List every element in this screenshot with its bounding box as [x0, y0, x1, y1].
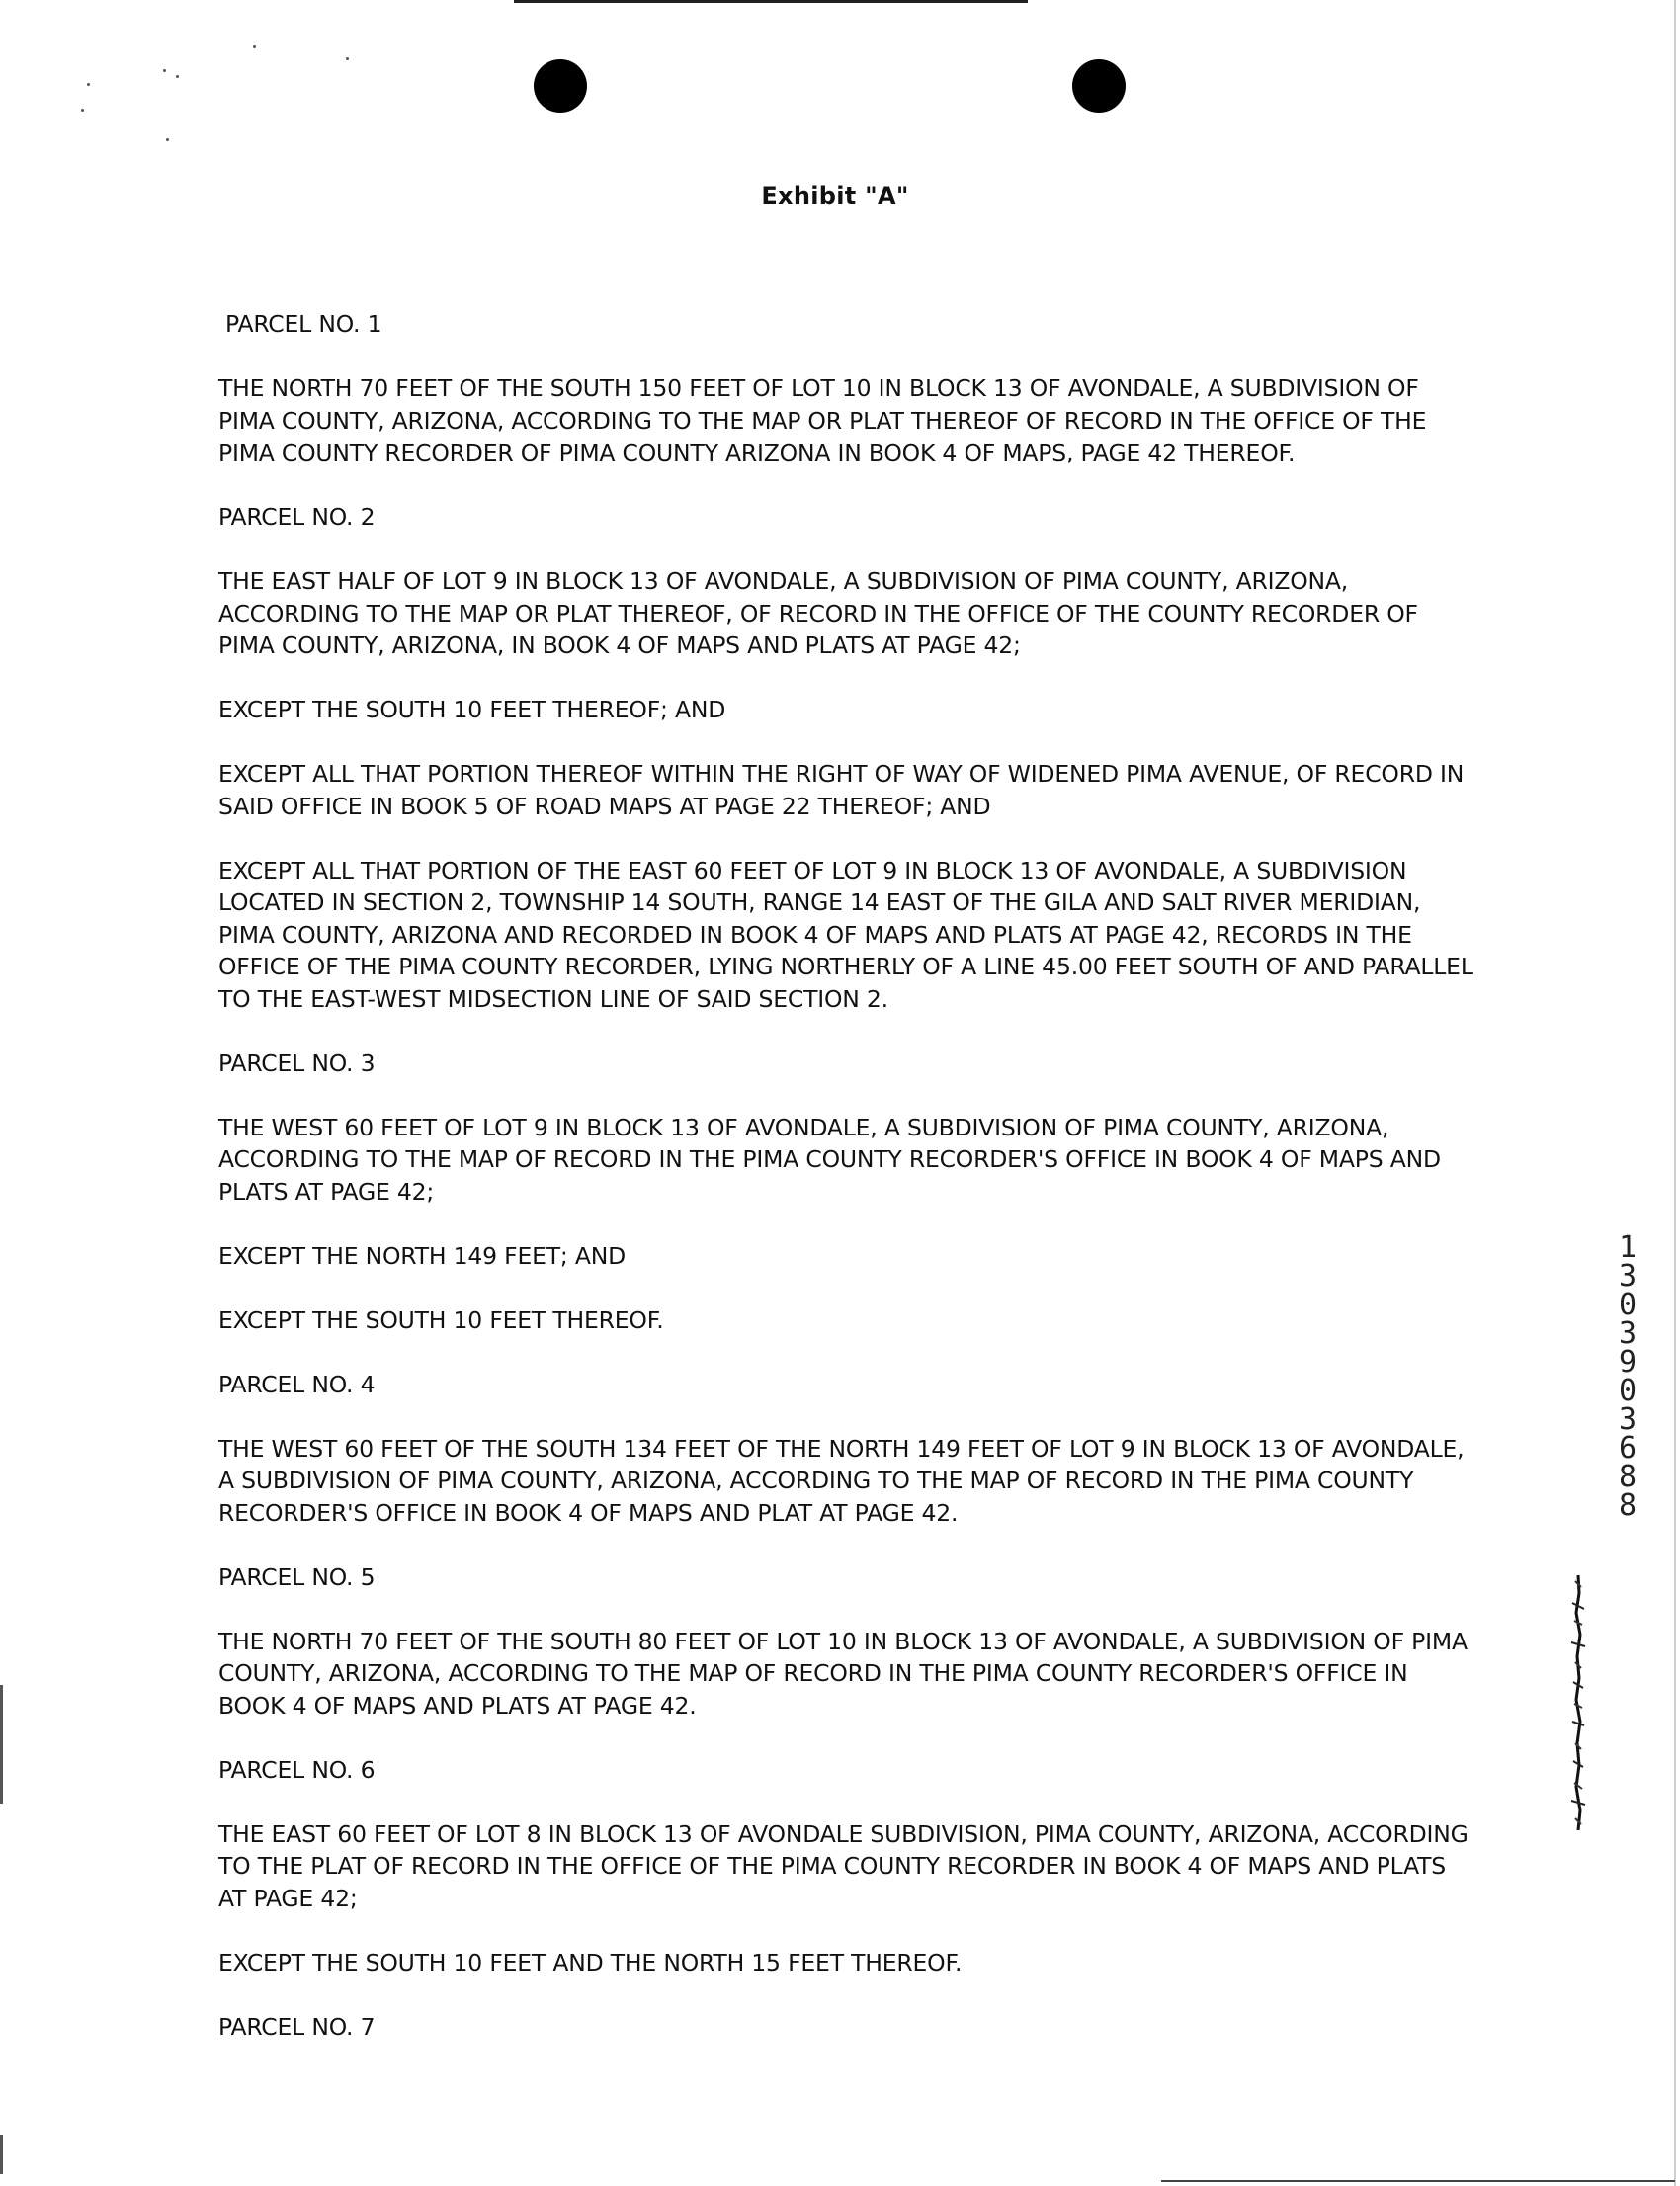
- recording-digit: 3: [1618, 1402, 1638, 1437]
- exception-paragraph: EXCEPT THE SOUTH 10 FEET THEREOF; AND: [218, 696, 726, 723]
- parcel-heading: PARCEL NO. 6: [218, 1755, 376, 1784]
- document-body: [218, 308, 1473, 2075]
- punch-hole-right: [1072, 59, 1126, 113]
- parcel-heading: PARCEL NO. 1: [225, 310, 382, 338]
- recording-digit: 3: [1618, 1259, 1638, 1294]
- parcel-heading: PARCEL NO. 5: [218, 1562, 376, 1591]
- scan-artifact-left-edge: [0, 1685, 3, 1804]
- recording-digit: 6: [1618, 1431, 1638, 1466]
- legal-description-paragraph: THE NORTH 70 FEET OF THE SOUTH 150 FEET OF LOT 10 IN BLOCK 13 OF AVONDALE, A SUBDIVISION OF PIMA COUNTY, ARIZONA, ACCORDING TO THE MAP OR PLAT THEREOF OF RECORD IN THE OFFICE OF THE PIMA COUNTY RECORDER OF PIMA COUNTY ARIZONA IN BOOK 4 OF MAPS, PAGE 42 THEREOF.: [218, 375, 1427, 466]
- scan-speck: [346, 57, 349, 60]
- exception-paragraph: EXCEPT ALL THAT PORTION THEREOF WITHIN THE RIGHT OF WAY OF WIDENED PIMA AVENUE, OF RECORD IN SAID OFFICE IN BOOK 5 OF ROAD MAPS AT PAGE 22 THEREOF; AND: [218, 760, 1465, 820]
- scan-speck: [81, 109, 84, 112]
- recording-digit: 8: [1618, 1488, 1638, 1523]
- parcel-heading: PARCEL NO. 4: [218, 1370, 376, 1398]
- recording-digit: 9: [1618, 1345, 1638, 1380]
- exception-paragraph: EXCEPT ALL THAT PORTION OF THE EAST 60 FEET OF LOT 9 IN BLOCK 13 OF AVONDALE, A SUBDIVISION LOCATED IN SECTION 2, TOWNSHIP 14 SOUTH, RANGE 14 EAST OF THE GILA AND SALT RIVER MERIDIAN, PIMA COUNTY, ARIZONA AND RECORDED IN BOOK 4 OF MAPS AND PLATS AT PAGE 42, RECORDS IN THE OFFICE OF THE PIMA COUNTY RECORDER, LYING NORTHERLY OF A LINE 45.00 FEET SOUTH OF AND PARALLEL TO THE EAST-WEST MIDSECTION LINE OF SAID SECTION 2.: [218, 856, 1473, 1013]
- scan-artifact-right-edge: [1674, 0, 1676, 2186]
- exception-paragraph: EXCEPT THE SOUTH 10 FEET THEREOF.: [218, 1305, 664, 1334]
- exception-paragraph: EXCEPT THE NORTH 149 FEET; AND: [218, 1241, 627, 1270]
- parcel-heading: PARCEL NO. 7: [218, 2012, 376, 2041]
- legal-description-paragraph: THE WEST 60 FEET OF LOT 9 IN BLOCK 13 OF AVONDALE, A SUBDIVISION OF PIMA COUNTY, ARIZONA, ACCORDING TO THE MAP OF RECORD IN THE PIMA COUNTY RECORDER'S OFFICE IN BOOK 4 OF MAPS AND PLATS AT PAGE 42;: [218, 1113, 1441, 1206]
- parcel-section: [218, 308, 1473, 469]
- legal-description-paragraph: THE EAST HALF OF LOT 9 IN BLOCK 13 OF AVONDALE, A SUBDIVISION OF PIMA COUNTY, ARIZONA, ACCORDING TO THE MAP OR PLAT THEREOF, OF RECORD IN THE OFFICE OF THE COUNTY RECORDER OF PIMA COUNTY, ARIZONA, IN BOOK 4 OF MAPS AND PLATS AT PAGE 42;: [218, 567, 1418, 659]
- scan-speck: [87, 83, 90, 86]
- handwritten-mark: [1567, 1573, 1589, 1832]
- parcel-section: [218, 1754, 1473, 1979]
- parcel-section: [218, 501, 1473, 1015]
- punch-hole-left: [534, 59, 587, 113]
- scan-artifact-bottom-rule: [1161, 2180, 1675, 2182]
- parcel-heading: PARCEL NO. 3: [218, 1049, 376, 1077]
- scan-artifact-left-edge: [0, 2135, 3, 2174]
- recording-digit: 0: [1618, 1374, 1638, 1408]
- parcel-heading: PARCEL NO. 2: [218, 503, 376, 531]
- scan-artifact-top-rule: [514, 0, 1028, 3]
- recording-digit: 0: [1618, 1288, 1638, 1322]
- recording-number-stamp: [1611, 1230, 1644, 1523]
- parcel-section: [218, 1048, 1473, 1337]
- legal-description-paragraph: THE NORTH 70 FEET OF THE SOUTH 80 FEET OF LOT 10 IN BLOCK 13 OF AVONDALE, A SUBDIVISION OF PIMA COUNTY, ARIZONA, ACCORDING TO THE MAP OF RECORD IN THE PIMA COUNTY RECORDER'S OFFICE IN BOOK 4 OF MAPS AND PLATS AT PAGE 42.: [218, 1627, 1468, 1720]
- scan-speck: [163, 69, 166, 72]
- legal-description-paragraph: THE EAST 60 FEET OF LOT 8 IN BLOCK 13 OF AVONDALE SUBDIVISION, PIMA COUNTY, ARIZONA, ACCORDING TO THE PLAT OF RECORD IN THE OFFICE OF THE PIMA COUNTY RECORDER IN BOOK 4 OF MAPS AND PLATS AT PAGE 42;: [218, 1819, 1469, 1912]
- exception-paragraph: EXCEPT THE SOUTH 10 FEET AND THE NORTH 15 FEET THEREOF.: [218, 1948, 963, 1976]
- parcel-section: [218, 2011, 1473, 2044]
- recording-digit: 3: [1618, 1316, 1638, 1351]
- scan-speck: [176, 75, 179, 78]
- legal-description-paragraph: THE WEST 60 FEET OF THE SOUTH 134 FEET OF THE NORTH 149 FEET OF LOT 9 IN BLOCK 13 OF AVONDALE, A SUBDIVISION OF PIMA COUNTY, ARIZONA, ACCORDING TO THE MAP OF RECORD IN THE PIMA COUNTY RECORDER'S OFFICE IN BOOK 4 OF MAPS AND PLAT AT PAGE 42.: [218, 1434, 1465, 1527]
- document-title: Exhibit "A": [761, 182, 909, 210]
- scan-speck: [253, 45, 256, 48]
- parcel-section: [218, 1369, 1473, 1530]
- parcel-section: [218, 1561, 1473, 1723]
- recording-digit: 1: [1618, 1230, 1638, 1265]
- scan-speck: [166, 138, 169, 141]
- recording-digit: 8: [1618, 1460, 1638, 1494]
